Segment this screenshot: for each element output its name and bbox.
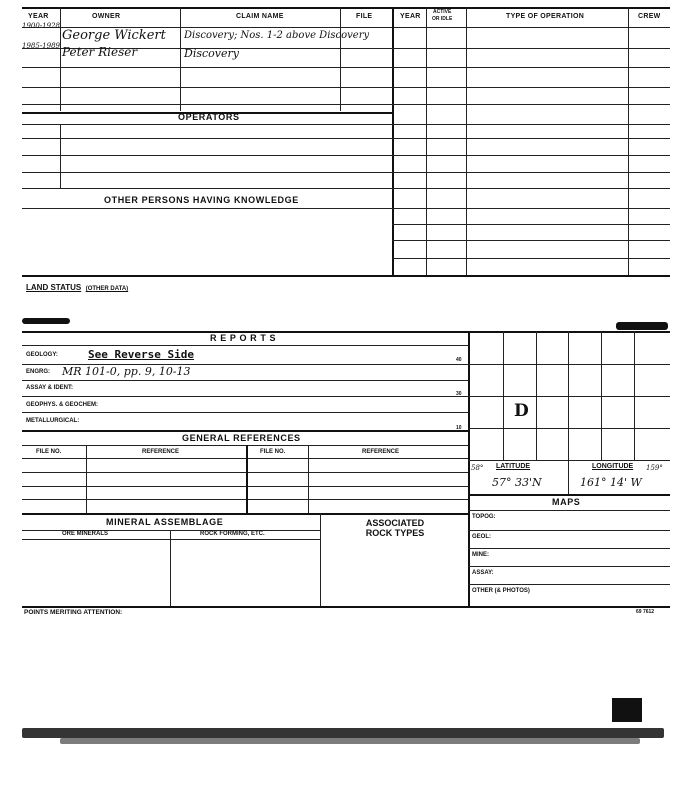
engrg-value: MR 101-0, pp. 9, 10-13 bbox=[62, 365, 191, 378]
assoc-line2: ROCK TYPES bbox=[365, 528, 425, 538]
row-line bbox=[22, 138, 392, 139]
grid-line bbox=[468, 396, 670, 397]
land-status-title: LAND STATUS bbox=[26, 283, 82, 292]
ref-header-reference: REFERENCE bbox=[142, 449, 180, 455]
reports-top bbox=[22, 331, 670, 333]
header-idle: OR IDLE bbox=[432, 16, 453, 22]
assoc-line1: ASSOCIATED bbox=[365, 518, 425, 528]
latitude-label: LATITUDE bbox=[496, 463, 531, 470]
row-line bbox=[392, 67, 670, 68]
col-line bbox=[86, 445, 87, 513]
col-line bbox=[246, 445, 248, 513]
row-line bbox=[392, 104, 670, 105]
row-line bbox=[22, 430, 468, 432]
col-line bbox=[340, 7, 341, 111]
row-line bbox=[22, 67, 392, 68]
col-line bbox=[170, 530, 171, 606]
row-line bbox=[22, 87, 392, 88]
row-line bbox=[22, 445, 468, 446]
row-line bbox=[22, 124, 392, 125]
row-line bbox=[22, 513, 468, 515]
row-line bbox=[468, 548, 670, 549]
ore-minerals-header: ORE MINERALS bbox=[62, 531, 109, 537]
land-status-label bbox=[26, 277, 128, 295]
row-line bbox=[22, 345, 468, 346]
grid-line bbox=[468, 460, 670, 461]
grid-mark: D bbox=[514, 401, 529, 421]
header-owner: OWNER bbox=[92, 13, 121, 20]
grid-line bbox=[468, 428, 670, 429]
header-operation: TYPE OF OPERATION bbox=[506, 13, 585, 20]
others-title: OTHER PERSONS HAVING KNOWLEDGE bbox=[104, 195, 299, 205]
maps-title: MAPS bbox=[552, 497, 581, 507]
scale-number: 40 bbox=[456, 357, 462, 363]
grid-line bbox=[568, 460, 569, 494]
entry-claim: Discovery bbox=[184, 47, 239, 60]
ref-header-file-no: FILE NO. bbox=[260, 449, 286, 455]
header-crew: CREW bbox=[638, 13, 661, 20]
row-line bbox=[22, 188, 392, 189]
row-line bbox=[392, 188, 670, 189]
map-geol: GEOL: bbox=[472, 534, 491, 540]
top-border bbox=[22, 7, 670, 9]
row-line bbox=[22, 472, 468, 473]
land-status-sub: (OTHER DATA) bbox=[85, 286, 129, 292]
entry-claim: Discovery; Nos. 1-2 above Discovery bbox=[184, 30, 370, 41]
row-line bbox=[22, 499, 468, 500]
lon-right: 159° bbox=[646, 464, 663, 472]
row-line bbox=[392, 240, 670, 241]
row-line bbox=[22, 208, 392, 209]
assay-label: ASSAY & IDENT: bbox=[26, 385, 74, 391]
header-claim-name: CLAIM NAME bbox=[236, 13, 284, 20]
row-line bbox=[468, 566, 670, 567]
general-refs-title: GENERAL REFERENCES bbox=[182, 433, 301, 443]
rock-forming-header: ROCK FORMING, ETC. bbox=[200, 531, 265, 537]
col-line bbox=[60, 7, 61, 111]
row-line bbox=[392, 224, 670, 225]
scale-number: 30 bbox=[456, 391, 462, 397]
row-line bbox=[468, 584, 670, 585]
ref-header-reference: REFERENCE bbox=[362, 449, 400, 455]
mineral-title: MINERAL ASSEMBLAGE bbox=[106, 517, 224, 527]
reports-divider bbox=[468, 331, 470, 606]
row-line bbox=[392, 138, 670, 139]
map-topog: TOPOG: bbox=[472, 514, 496, 520]
entry-year: 1900-1928 bbox=[22, 22, 60, 30]
lat-left: 58° bbox=[471, 464, 484, 472]
row-line bbox=[392, 208, 670, 209]
header-active: ACTIVE bbox=[432, 9, 452, 15]
reports-bottom bbox=[22, 606, 670, 608]
row-line bbox=[22, 458, 468, 459]
row-line bbox=[22, 155, 392, 156]
form-number: 69 7612 bbox=[636, 609, 655, 615]
row-line bbox=[22, 486, 468, 487]
ref-header-file-no: FILE NO. bbox=[36, 449, 62, 455]
scan-noise-band bbox=[22, 728, 664, 738]
row-line bbox=[392, 48, 670, 49]
row-line bbox=[22, 412, 468, 413]
row-line bbox=[468, 530, 670, 531]
row-line bbox=[468, 510, 670, 511]
col-line bbox=[320, 513, 321, 606]
longitude-label: LONGITUDE bbox=[592, 463, 634, 470]
entry-owner: Peter Rieser bbox=[62, 45, 138, 59]
header-year: YEAR bbox=[28, 13, 49, 20]
row-line bbox=[22, 172, 392, 173]
col-line bbox=[60, 124, 61, 188]
map-mine: MINE: bbox=[472, 552, 489, 558]
points-label: POINTS MERITING ATTENTION: bbox=[24, 609, 123, 616]
scan-artifact bbox=[612, 698, 642, 722]
row-line bbox=[392, 172, 670, 173]
row-line bbox=[22, 396, 468, 397]
geology-label: GEOLOGY: bbox=[26, 352, 58, 358]
row-line bbox=[22, 539, 320, 540]
entry-owner: George Wickert bbox=[62, 28, 166, 43]
associated-rock-types bbox=[330, 518, 460, 538]
row-line bbox=[392, 124, 670, 125]
scan-noise-band bbox=[60, 738, 640, 744]
map-assay: ASSAY: bbox=[472, 570, 494, 576]
engrg-label: ENGRG: bbox=[26, 369, 50, 375]
scan-smudge bbox=[616, 322, 668, 330]
row-line bbox=[392, 87, 670, 88]
reports-title: R E P O R T S bbox=[210, 333, 277, 343]
map-other: OTHER (& PHOTOS) bbox=[472, 588, 530, 594]
row-line bbox=[392, 155, 670, 156]
grid-line bbox=[468, 364, 670, 365]
operators-title: OPERATORS bbox=[178, 112, 240, 122]
row-line bbox=[22, 380, 468, 381]
metallurgical-label: METALLURGICAL: bbox=[26, 418, 80, 424]
row-line bbox=[468, 494, 670, 496]
header-year-right: YEAR bbox=[400, 13, 421, 20]
geology-value: See Reverse Side bbox=[88, 348, 194, 361]
scale-number: 10 bbox=[456, 425, 462, 431]
scan-smudge bbox=[22, 318, 70, 324]
header-file: FILE bbox=[356, 13, 373, 20]
col-line bbox=[180, 7, 181, 111]
entry-year: 1985-1989 bbox=[22, 42, 60, 50]
latitude-value: 57° 33'N bbox=[492, 476, 542, 489]
row-line bbox=[22, 104, 392, 105]
col-line bbox=[308, 445, 309, 513]
longitude-value: 161° 14' W bbox=[580, 476, 642, 489]
header-active-idle bbox=[432, 9, 452, 23]
row-line bbox=[392, 258, 670, 259]
geophys-label: GEOPHYS. & GEOCHEM: bbox=[26, 402, 99, 408]
